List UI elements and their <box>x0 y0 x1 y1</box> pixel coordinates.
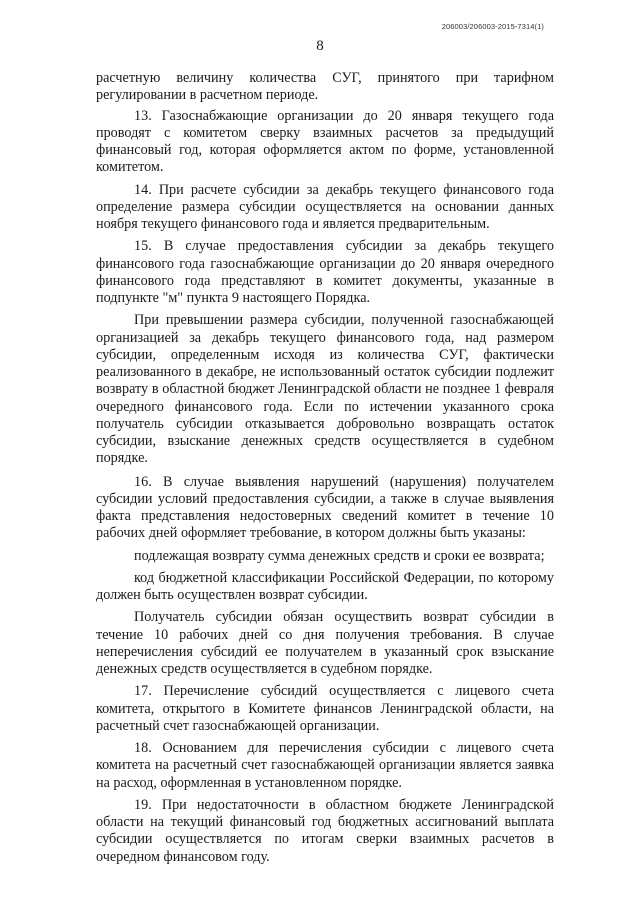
paragraph-14: 14. При расчете субсидии за декабрь текущего финансового года определение размера субсидии осуществляется на основании данных ноября текущего финансового года и является предварительным. <box>96 181 554 232</box>
page-number: 8 <box>316 38 324 54</box>
document-id: 206003/206003-2015-7314(1) <box>441 22 544 31</box>
paragraph-continuation: расчетную величину количества СУГ, принятого при тарифном регулировании в расчетном периоде. <box>96 70 554 104</box>
paragraph-16-amount: подлежащая возврату сумма денежных средств и сроки ее возврата; <box>134 547 545 564</box>
paragraph-19: 19. При недостаточности в областном бюджете Ленинградской области на текущий финансовый год бюджетных ассигнований выплата субсидии осуществляется по итогам сверки взаимных расчетов в очередном финансовом году. <box>96 796 554 865</box>
paragraph-17: 17. Перечисление субсидий осуществляется с лицевого счета комитета, открытого в Комитете финансов Ленинградской области, на расчетный счет газоснабжающей организации. <box>96 683 554 734</box>
paragraph-15: 15. В случае предоставления субсидии за декабрь текущего финансового года газоснабжающие организации до 20 января очередного финансового года представляют в комитет документы, указанные в подпункте "м" пункта 9 настоящего Порядка. <box>96 238 554 306</box>
paragraph-18: 18. Основанием для перечисления субсидии с лицевого счета комитета на расчетный счет газоснабжающей организации является заявка на расход, оформленная в установленном порядке. <box>96 740 554 791</box>
paragraph-15-overpayment: При превышении размера субсидии, полученной газоснабжающей организацией за декабрь текущего финансового года, над размером субсидии, определенным исходя из количества СУГ, фактически реализованного в декабре, не использованный остаток субсидии подлежит возврату в областной бюджет Ленинградской области не позднее 1 февраля очередного финансового года. Если по истечении указанного срока получатель субсидии отказывается добровольно возвращать остаток субсидии, взыскание денежных средств осуществляется в судебном порядке. <box>96 312 554 467</box>
paragraph-16-return: Получатель субсидии обязан осуществить возврат субсидии в течение 10 рабочих дней со дня получения требования. В случае неперечисления субсидий ее получателем в указанный срок взыскание денежных средств осуществляется в судебном порядке. <box>96 609 554 677</box>
paragraph-16: 16. В случае выявления нарушений (нарушения) получателем субсидии условий предоставления субсидии, а также в случае выявления факта представления недостоверных сведений комитет в течение 10 рабочих дней оформляет требование, в котором должны быть указаны: <box>96 473 554 542</box>
paragraph-16-budget-code: код бюджетной классификации Российской Федерации, по которому должен быть осуществлен возврат субсидии. <box>96 569 554 603</box>
document-body <box>96 70 554 866</box>
paragraph-13: 13. Газоснабжающие организации до 20 января текущего года проводят с комитетом сверку взаимных расчетов за предыдущий финансовый год, которая оформляется актом по форме, установленной комитетом. <box>96 107 554 176</box>
